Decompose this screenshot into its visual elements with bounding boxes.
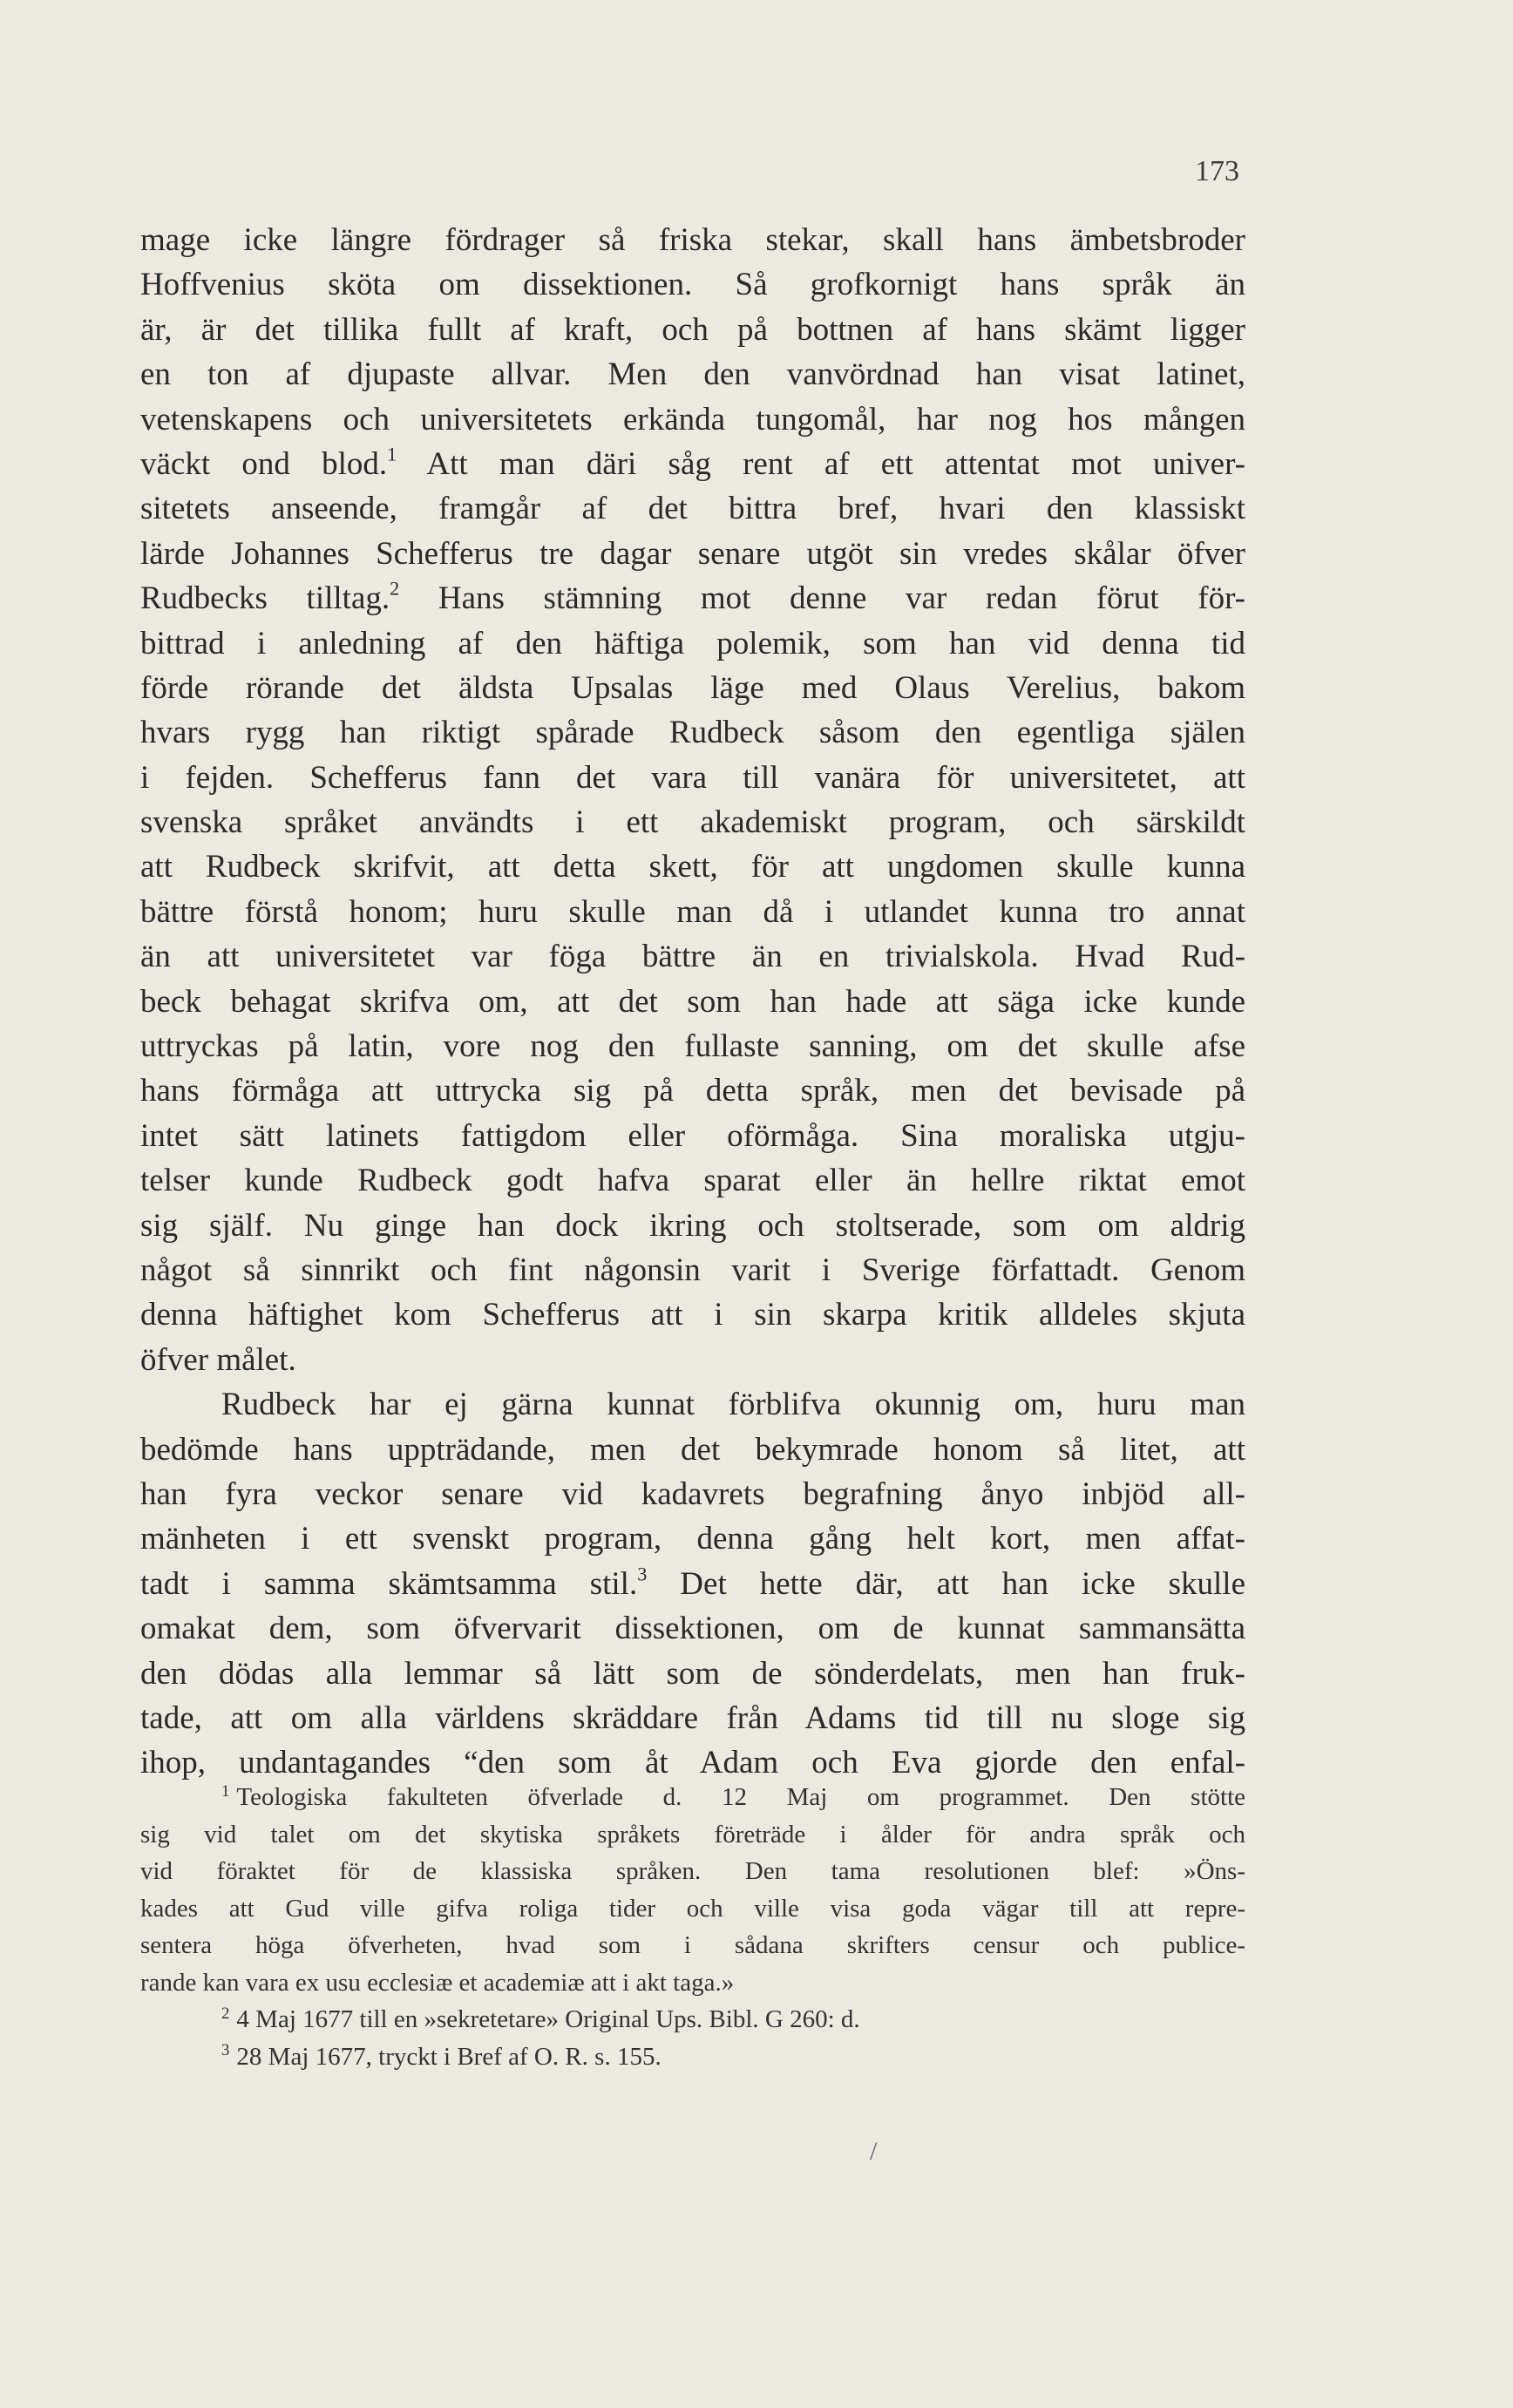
body-line-text: att Rudbeck skrifvit, att detta skett, för att ungdomen skulle kunna [140,849,1245,885]
body-line-text: intet sätt latinets fattigdom eller oförmåga. Sina moraliska utgju- [140,1117,1245,1154]
body-line [140,442,1245,486]
footnote-reference: 1 [387,443,397,465]
footnote-reference: 3 [637,1563,648,1585]
body-line-text: öfver målet. [140,1341,296,1378]
body-line [140,1114,1245,1158]
body-line [140,397,1245,442]
body-line-text: omakat dem, som öfvervarit dissektionen, om de kunnat sammansätta [140,1611,1245,1647]
body-line [140,1204,1245,1248]
body-line-text-continued: Det hette där, att han icke skulle [647,1565,1246,1602]
body-line [140,1338,1245,1382]
body-line-text: uttryckas på latin, vore nog den fullaste sanning, om det skulle afse [140,1028,1245,1065]
footnote-line [140,1853,1245,1890]
footnote-reference: 2 [390,577,400,600]
body-line-text: Hoffvenius sköta om dissektionen. Så grofkornigt hans språk än [140,267,1245,303]
body-line [140,576,1245,621]
body-line-text: tade, att om alla världens skräddare från Adams tid till nu sloge sig [140,1699,1245,1736]
footnote-line [140,1816,1245,1854]
body-line [140,756,1245,800]
footnote-line [140,1779,1245,1816]
body-line-text: vetenskapens och universitetets erkända tungomål, har nog hos mången [140,401,1245,438]
body-line-text: förde rörande det äldsta Upsalas läge med Olaus Verelius, bakom [140,669,1245,706]
body-line [140,800,1245,844]
body-line-text: mage icke längre fördrager så friska stekar, skall hans ämbetsbroder [140,222,1245,258]
body-line [140,308,1245,352]
body-line [140,1562,1245,1606]
body-line [140,621,1245,666]
margin-mark: / [870,2137,878,2166]
body-line-text: svenska språket användts i ett akademiskt program, och särskildt [140,804,1245,841]
body-line-text: väckt ond blod. [140,445,388,482]
body-line [140,1382,1245,1427]
body-line-text: den dödas alla lemmar så lätt som de sönderdelats, men han fruk- [140,1655,1245,1692]
body-line [140,1068,1245,1113]
footnote-text: kades att Gud ville gifva roliga tider och ville visa goda vägar till att repre- [140,1894,1245,1923]
body-line-text: än att universitetet var föga bättre än en trivialskola. Hvad Rud- [140,939,1245,975]
body-line [140,890,1245,934]
body-line-text: Rudbeck har ej gärna kunnat förblifva okunnig om, huru man [221,1387,1245,1423]
body-line-text: lärde Johannes Schefferus tre dagar senare utgöt sin vredes skålar öfver [140,535,1245,572]
body-line-text: beck behagat skrifva om, att det som han hade att säga icke kunde [140,983,1245,1020]
footnote-number: 3 [221,2041,230,2060]
footnote-line [140,1964,1245,2002]
footnote-text: rande kan vara ex usu ecclesiæ et academiæ att i akt taga.» [140,1968,735,1997]
body-line [140,934,1245,979]
body-line [140,1472,1245,1516]
body-line-text: sitetets anseende, framgår af det bittra bref, hvari den klassiskt [140,491,1245,527]
body-line [140,1292,1245,1337]
body-line-text: tadt i samma skämtsamma stil. [140,1565,638,1602]
footnote-line [140,1927,1245,1964]
body-text [140,218,1245,1786]
footnote-text: 28 Maj 1677, tryckt i Bref af O. R. s. 155. [236,2042,662,2071]
body-line-text: bedömde hans uppträdande, men det bekymrade honom så litet, att [140,1431,1245,1468]
body-line-text: han fyra veckor senare vid kadavrets begrafning ånyo inbjöd all- [140,1475,1245,1512]
body-line-text: i fejden. Schefferus fann det vara till vanära för universitetet, att [140,759,1245,796]
body-line-text: hans förmåga att uttrycka sig på detta språk, men det bevisade på [140,1073,1245,1109]
body-line [140,352,1245,397]
body-line [140,1696,1245,1740]
body-line-text: bittrad i anledning af den häftiga polemik, som han vid denna tid [140,625,1245,661]
body-line [140,1024,1245,1068]
footnote-number: 2 [221,2004,230,2023]
body-line [140,844,1245,889]
footnotes [140,1779,1245,2075]
body-line [140,262,1245,307]
body-line [140,666,1245,710]
body-line-text-continued: Att man däri såg rent af ett attentat mot univer- [397,445,1246,482]
body-line-text: ihop, undantagandes “den som åt Adam och Eva gjorde den enfal- [140,1745,1245,1781]
body-line-text: sig själf. Nu ginge han dock ikring och stoltserade, som om aldrig [140,1207,1245,1244]
body-line [140,1652,1245,1696]
body-line-text: denna häftighet kom Schefferus att i sin skarpa kritik alldeles skjuta [140,1297,1245,1333]
body-line-text: bättre förstå honom; huru skulle man då i utlandet kunna tro annat [140,893,1245,930]
body-line [140,1248,1245,1292]
footnote-text: vid föraktet för de klassiska språken. Den tama resolutionen blef: »Öns- [140,1857,1245,1885]
body-line [140,532,1245,576]
body-line-text: är, är det tillika fullt af kraft, och på bottnen af hans skämt ligger [140,311,1245,348]
body-line [140,1158,1245,1203]
body-line-text: Rudbecks tilltag. [140,580,390,617]
body-line-text: telser kunde Rudbeck godt hafva sparat eller än hellre riktat emot [140,1163,1245,1199]
body-line-text: hvars rygg han riktigt spårade Rudbeck såsom den egentliga själen [140,715,1245,751]
footnote-line [140,2001,1245,2038]
footnote-text: 4 Maj 1677 till en »sekretetare» Original Ups. Bibl. G 260: d. [236,2005,860,2033]
footnote-text: sig vid talet om det skytiska språkets företräde i ålder för andra språk och [140,1820,1245,1848]
body-line [140,1516,1245,1561]
body-line-text-continued: Hans stämning mot denne var redan förut för- [399,580,1245,617]
footnote-line [140,1890,1245,1928]
body-line-text: en ton af djupaste allvar. Men den vanvördnad han visat latinet, [140,356,1245,393]
body-line [140,1428,1245,1472]
body-line [140,980,1245,1024]
body-line [140,1606,1245,1651]
footnote-text: sentera höga öfverheten, hvad som i sådana skrifters censur och publice- [140,1931,1245,1959]
footnote-number: 1 [221,1781,230,1801]
body-line [140,486,1245,531]
body-line [140,218,1245,262]
footnote-text: Teologiska fakulteten öfverlade d. 12 Maj om programmet. Den stötte [236,1783,1245,1811]
body-line-text: mänheten i ett svenskt program, denna gång helt kort, men affat- [140,1521,1245,1557]
footnote-line [140,2038,1245,2076]
body-line-text: något så sinnrikt och fint någonsin varit i Sverige författadt. Genom [140,1251,1245,1288]
page-number: 173 [1195,155,1239,187]
body-line [140,710,1245,755]
